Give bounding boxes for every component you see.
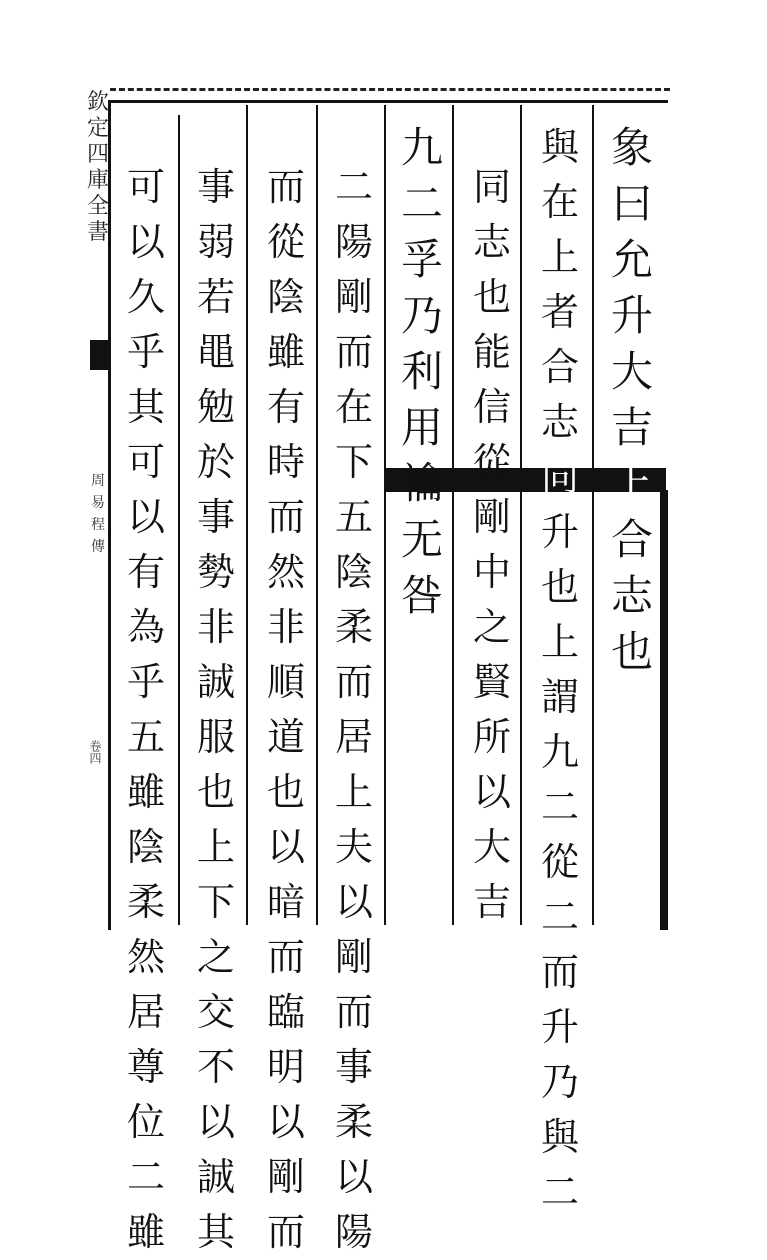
text-char: 道	[266, 715, 305, 759]
text-char: 九	[400, 123, 443, 172]
text-char: 用	[400, 403, 443, 452]
text-char: 柔	[126, 880, 165, 924]
text-char: 所	[472, 715, 511, 759]
text-char: 下	[334, 440, 373, 484]
text-char: 志	[472, 220, 511, 264]
text-char: 與	[540, 1115, 579, 1159]
text-char: 謂	[540, 675, 579, 719]
text-char: 同	[472, 165, 511, 209]
text-char: 剛	[334, 935, 373, 979]
frame-top-line	[108, 100, 668, 103]
text-column-3	[460, 160, 524, 930]
text-column-7	[184, 160, 248, 1260]
text-char: 信	[472, 385, 511, 429]
text-char: 者	[540, 290, 579, 334]
text-char: 暗	[266, 880, 305, 924]
text-column-1	[600, 120, 664, 680]
text-char: 而	[334, 330, 373, 374]
spine-char: 庫	[87, 168, 110, 193]
text-char: 賢	[472, 660, 511, 704]
text-char: 柔	[334, 605, 373, 649]
text-char: 志	[540, 400, 579, 444]
text-char: 上	[334, 770, 373, 814]
text-char: 若	[196, 275, 235, 319]
text-char: 時	[266, 440, 305, 484]
text-char: 二	[540, 785, 579, 829]
text-char: 二	[126, 1155, 165, 1199]
text-char: 與	[540, 125, 579, 169]
text-char: 升	[610, 291, 653, 340]
text-char: 順	[266, 660, 305, 704]
text-char: 大	[472, 825, 511, 869]
text-char: 上	[610, 459, 653, 508]
text-char: 剛	[266, 1155, 305, 1199]
spine-volume: 卷四	[88, 740, 102, 764]
text-char: 乎	[126, 330, 165, 374]
text-char: 以	[126, 220, 165, 264]
text-char: 二	[334, 165, 373, 209]
spine-char: 易	[91, 495, 105, 511]
text-char: 以	[334, 880, 373, 924]
text-char: 在	[540, 180, 579, 224]
text-char: 曰	[610, 179, 653, 228]
text-char: 而	[540, 950, 579, 994]
text-char: 以	[266, 1100, 305, 1144]
text-char: 无	[400, 515, 443, 564]
text-char: 從	[266, 220, 305, 264]
text-char: 柔	[334, 1100, 373, 1144]
text-char: 非	[266, 605, 305, 649]
text-column-4	[390, 120, 454, 624]
text-char: 之	[472, 605, 511, 649]
text-char: 也	[540, 565, 579, 609]
text-char: 為	[126, 605, 165, 649]
spine-book-title	[90, 470, 106, 580]
spine-title	[88, 90, 108, 340]
text-char: 事	[334, 1045, 373, 1089]
text-char: 利	[400, 347, 443, 396]
text-char: 陰	[126, 825, 165, 869]
text-char: 而	[266, 495, 305, 539]
top-border-dashes	[110, 88, 670, 97]
spine-char: 欽	[87, 90, 110, 115]
text-char: 也	[472, 275, 511, 319]
text-char: 象	[610, 123, 653, 172]
text-char: 五	[126, 715, 165, 759]
spine-char: 程	[91, 517, 105, 533]
text-char: 陽	[334, 220, 373, 264]
text-char: 允	[610, 235, 653, 284]
text-char: 大	[610, 347, 653, 396]
text-char: 剛	[472, 495, 511, 539]
text-char: 上	[540, 235, 579, 279]
text-char: 能	[472, 330, 511, 374]
text-char: 誠	[196, 660, 235, 704]
text-char: 咎	[400, 571, 443, 620]
spine-char: 全	[87, 194, 110, 219]
text-char: 五	[334, 495, 373, 539]
text-char: 以	[266, 825, 305, 869]
text-char: 而	[334, 660, 373, 704]
text-char: 合	[610, 515, 653, 564]
text-char: 乃	[400, 291, 443, 340]
text-char: 之	[196, 935, 235, 979]
text-char: 其	[126, 385, 165, 429]
text-char: 雖	[126, 1210, 165, 1254]
text-char: 吉	[472, 880, 511, 924]
text-char: 服	[196, 715, 235, 759]
text-char: 也	[196, 770, 235, 814]
text-column-8	[114, 160, 178, 1260]
text-char: 誠	[196, 1155, 235, 1199]
text-char: 合	[540, 345, 579, 389]
text-char: 交	[196, 990, 235, 1034]
text-char: 居	[334, 715, 373, 759]
text-char: 然	[266, 550, 305, 594]
text-char: 禴	[400, 459, 443, 508]
text-char: 而	[266, 935, 305, 979]
spine-fishtail-mark	[90, 340, 108, 370]
text-char: 勢	[196, 550, 235, 594]
text-char: 可	[126, 440, 165, 484]
text-char: 尊	[126, 1045, 165, 1089]
text-char: 吉	[610, 403, 653, 452]
text-char: 升	[540, 510, 579, 554]
text-char: 然	[126, 935, 165, 979]
text-char: 雖	[126, 770, 165, 814]
text-char: 剛	[334, 275, 373, 319]
text-char: 也	[266, 770, 305, 814]
text-char: 九	[540, 730, 579, 774]
text-char: 其	[196, 1210, 235, 1254]
text-char: 事	[196, 165, 235, 209]
text-char: 志	[610, 571, 653, 620]
text-char: 勉	[196, 385, 235, 429]
spine-char: 書	[87, 220, 110, 245]
text-char: 以	[126, 495, 165, 539]
text-char: 夫	[334, 825, 373, 869]
text-char: 以	[472, 770, 511, 814]
text-char: 有	[266, 385, 305, 429]
text-char: 升	[540, 1005, 579, 1049]
text-column-2	[528, 120, 592, 1220]
text-char: 從	[540, 840, 579, 884]
text-char: 陽	[334, 1210, 373, 1254]
text-column-6	[254, 160, 318, 1260]
text-char: 位	[126, 1100, 165, 1144]
text-char: 弱	[196, 220, 235, 264]
text-char: 上	[196, 825, 235, 869]
text-char: 陰	[266, 275, 305, 319]
text-char: 孚	[400, 235, 443, 284]
text-char: 明	[266, 1045, 305, 1089]
text-char: 二	[400, 179, 443, 228]
text-char: 陰	[334, 550, 373, 594]
text-char: 臨	[266, 990, 305, 1034]
text-char: 二	[540, 1170, 579, 1214]
spine-char: 定	[87, 116, 110, 141]
text-char: 二	[540, 895, 579, 939]
text-char: 不	[196, 1045, 235, 1089]
column-divider	[592, 105, 594, 925]
spine-char: 四	[87, 142, 110, 167]
spine-char: 傳	[91, 539, 105, 555]
text-char: 中	[472, 550, 511, 594]
text-column-5	[322, 160, 386, 1260]
text-char: 同	[540, 455, 579, 499]
text-char: 居	[126, 990, 165, 1034]
text-char: 也	[610, 627, 653, 676]
text-char: 有	[126, 550, 165, 594]
text-char: 事	[196, 495, 235, 539]
text-char: 以	[196, 1100, 235, 1144]
text-char: 於	[196, 440, 235, 484]
text-char: 可	[126, 165, 165, 209]
text-char: 從	[472, 440, 511, 484]
text-char: 上	[540, 620, 579, 664]
text-char: 而	[266, 1210, 305, 1254]
column-divider	[178, 115, 180, 925]
text-char: 雖	[266, 330, 305, 374]
text-char: 久	[126, 275, 165, 319]
text-char: 在	[334, 385, 373, 429]
text-char: 非	[196, 605, 235, 649]
spine-char: 周	[91, 473, 105, 489]
text-char: 而	[334, 990, 373, 1034]
text-char: 下	[196, 880, 235, 924]
text-char: 乃	[540, 1060, 579, 1104]
text-char: 黽	[196, 330, 235, 374]
text-char: 以	[334, 1155, 373, 1199]
text-char: 乎	[126, 660, 165, 704]
text-char: 而	[266, 165, 305, 209]
